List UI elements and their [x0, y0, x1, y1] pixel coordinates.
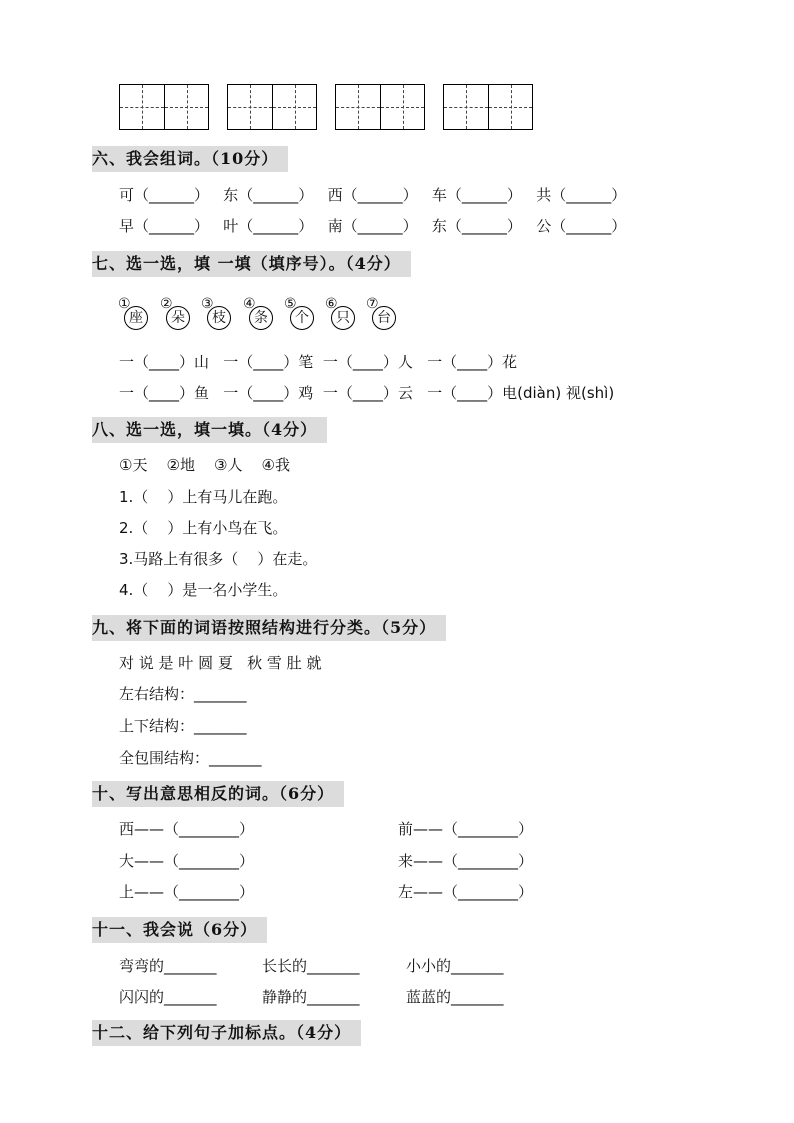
s7-row-2[interactable]: 一（____）鱼 一（____）鸡 一（____）云 一（____）电(diàn) 视(shì)	[119, 384, 615, 402]
section-9-header: 九、将下面的词语按照结构进行分类。（5分）	[92, 615, 446, 641]
option-number: ①	[118, 296, 131, 312]
writing-grid	[227, 84, 317, 130]
phrase-5[interactable]: 静静的_______	[262, 988, 360, 1006]
phrase-4[interactable]: 闪闪的_______	[119, 988, 217, 1006]
option-char: 座	[124, 306, 148, 330]
phrase-1[interactable]: 弯弯的_______	[119, 957, 217, 975]
grid-cell	[272, 85, 316, 129]
grid-cell	[120, 85, 164, 129]
antonym-right-2[interactable]: 来——（________）	[398, 852, 534, 870]
s9-top-bottom[interactable]: 上下结构：_______	[119, 717, 247, 735]
option-number: ④	[243, 296, 256, 312]
phrase-6[interactable]: 蓝蓝的_______	[406, 988, 504, 1006]
grid-cell	[228, 85, 272, 129]
option-char: 枝	[207, 306, 231, 330]
section-6-header: 六、我会组词。（10分）	[92, 146, 288, 172]
s9-left-right[interactable]: 左右结构：_______	[119, 685, 247, 703]
option-number: ③	[201, 296, 214, 312]
s8-question-1[interactable]: 1.（ ）上有马儿在跑。	[119, 488, 288, 506]
antonym-right-3[interactable]: 左——（________）	[398, 883, 534, 901]
grid-cell	[488, 85, 532, 129]
antonym-left-1[interactable]: 西——（________）	[119, 820, 255, 838]
section-12-header: 十二、给下列句子加标点。（4分）	[92, 1020, 361, 1046]
option-char: 台	[372, 306, 396, 330]
phrase-3[interactable]: 小小的_______	[406, 957, 504, 975]
grid-cell	[380, 85, 424, 129]
option-number: ⑤	[284, 296, 297, 312]
antonym-left-2[interactable]: 大——（________）	[119, 852, 255, 870]
s6-row-2[interactable]: 早（______） 叶（______） 南（______） 东（______） 公（______）	[119, 217, 627, 235]
section-7-header: 七、选一选，填 一填（填序号）。（4分）	[92, 251, 411, 277]
s8-question-2[interactable]: 2.（ ）上有小鸟在飞。	[119, 519, 288, 537]
grid-cell	[164, 85, 208, 129]
grid-cell	[444, 85, 488, 129]
s8-question-3[interactable]: 3.马路上有很多（ ）在走。	[119, 550, 318, 568]
section-8-header: 八、选一选，填一填。（4分）	[92, 417, 327, 443]
writing-grid	[335, 84, 425, 130]
option-number: ⑦	[366, 296, 379, 312]
s8-question-4[interactable]: 4.（ ）是一名小学生。	[119, 581, 288, 599]
writing-grid	[119, 84, 209, 130]
section-11-header: 十一、我会说（6分）	[92, 917, 267, 943]
section-10-header: 十、写出意思相反的词。（6分）	[92, 781, 344, 807]
antonym-right-1[interactable]: 前——（________）	[398, 820, 534, 838]
grid-cell	[336, 85, 380, 129]
option-number: ⑥	[325, 296, 338, 312]
s9-words: 对 说 是 叶 圆 夏 秋 雪 肚 就	[119, 654, 322, 672]
option-char: 条	[249, 306, 273, 330]
option-char: 个	[290, 306, 314, 330]
option-char: 朵	[166, 306, 190, 330]
option-number: ②	[160, 296, 173, 312]
writing-grid	[443, 84, 533, 130]
option-char: 只	[331, 306, 355, 330]
s9-enclosed[interactable]: 全包围结构：_______	[119, 749, 262, 767]
s6-row-1[interactable]: 可（______） 东（______） 西（______） 车（______） 共（______）	[119, 186, 627, 204]
phrase-2[interactable]: 长长的_______	[262, 957, 360, 975]
antonym-left-3[interactable]: 上——（________）	[119, 883, 255, 901]
s7-row-1[interactable]: 一（____）山 一（____）笔 一（____）人 一（____）花	[119, 353, 518, 371]
s8-options: ①天 ②地 ③人 ④我	[119, 456, 291, 474]
